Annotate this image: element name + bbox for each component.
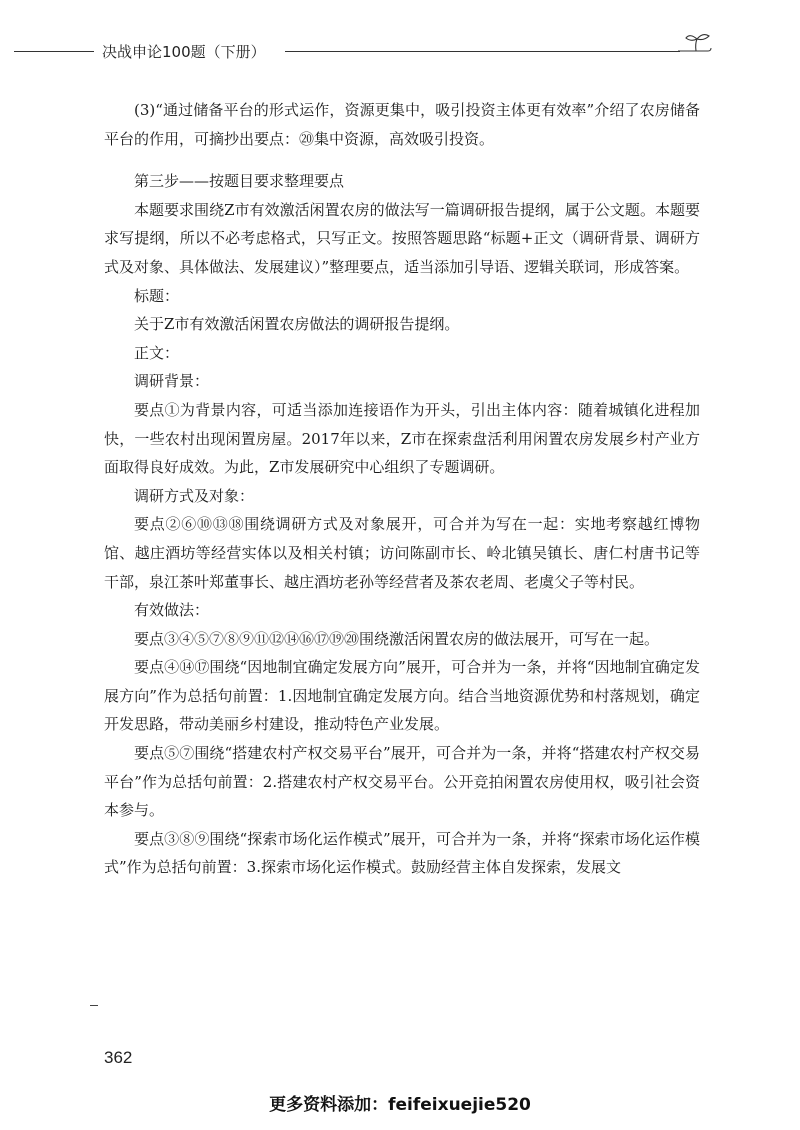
paragraph: 要点④⑭⑰围绕“因地制宜确定发展方向”展开，可合并为一条，并将“因地制宜确定发展方向”作为总括句前置：1.因地制宜确定发展方向。结合当地资源优势和村落规划，确定开发思路，带动美丽乡村建设，推动特色产业发展。 (104, 658, 700, 734)
paragraph: 本题要求围绕Z市有效激活闲置农房的做法写一篇调研报告提纲，属于公文题。本题要求写提纲，所以不必考虑格式，只写正文。按照答题思路“标题+正文（调研背景、调研方式及对象、具体做法、发展建议）”整理要点，适当添加引导语、逻辑关联词，形成答案。 (104, 200, 700, 276)
header-rule-left (14, 51, 94, 52)
book-title: 决战申论100题（下册） (102, 43, 266, 61)
page-number: 362 (104, 1048, 133, 1067)
footer-watermark: 更多资料添加：feifeixuejie520 (269, 1095, 531, 1115)
label-line: 有效做法： (134, 601, 210, 620)
paragraph: 要点③⑧⑨围绕“探索市场化运作模式”展开，可合并为一条，并将“探索市场化运作模式”作为总括句前置：3.探索市场化运作模式。鼓励经营主体自发探索，发展文 (104, 829, 700, 877)
page-body (104, 96, 700, 882)
paragraph: 要点①为背景内容，可适当添加连接语作为开头，引出主体内容：随着城镇化进程加快，一些农村出现闲置房屋。2017年以来，Z市在探索盘活利用闲置农房发展乡村产业方面取得良好成效。为此，Z市发展研究中心组织了专题调研。 (104, 400, 700, 477)
label-line: 正文： (134, 343, 180, 362)
paragraph: (3)“通过储备平台的形式运作，资源更集中，吸引投资主体更有效率”介绍了农房储备平台的作用，可摘抄出要点：⑳集中资源，高效吸引投资。 (104, 101, 700, 148)
margin-mark (90, 1005, 98, 1006)
label-line: 标题： (134, 286, 180, 305)
running-header (0, 40, 800, 64)
sprout-icon (678, 32, 714, 58)
label-line: 调研方式及对象： (134, 486, 255, 505)
paragraph: 要点③④⑤⑦⑧⑨⑪⑫⑭⑯⑰⑲⑳围绕激活闲置农房的做法展开，可写在一起。 (134, 629, 660, 648)
section-heading: 第三步——按题目要求整理要点 (134, 172, 345, 191)
paragraph: 关于Z市有效激活闲置农房做法的调研报告提纲。 (134, 315, 460, 334)
label-line: 调研背景： (134, 372, 210, 391)
header-rule-right (285, 51, 680, 52)
paragraph: 要点②⑥⑩⑬⑱围绕调研方式及对象展开，可合并为写在一起：实地考察越红博物馆、越庄酒坊等经营实体以及相关村镇；访问陈副市长、岭北镇吴镇长、唐仁村唐书记等干部，泉江茶叶郑董事长、越庄酒坊老孙等经营者及茶农老周、老虞父子等村民。 (104, 515, 700, 591)
paragraph: 要点⑤⑦围绕“搭建农村产权交易平台”展开，可合并为一条，并将“搭建农村产权交易平台”作为总括句前置：2.搭建农村产权交易平台。公开竞拍闲置农房使用权，吸引社会资本参与。 (104, 744, 700, 820)
